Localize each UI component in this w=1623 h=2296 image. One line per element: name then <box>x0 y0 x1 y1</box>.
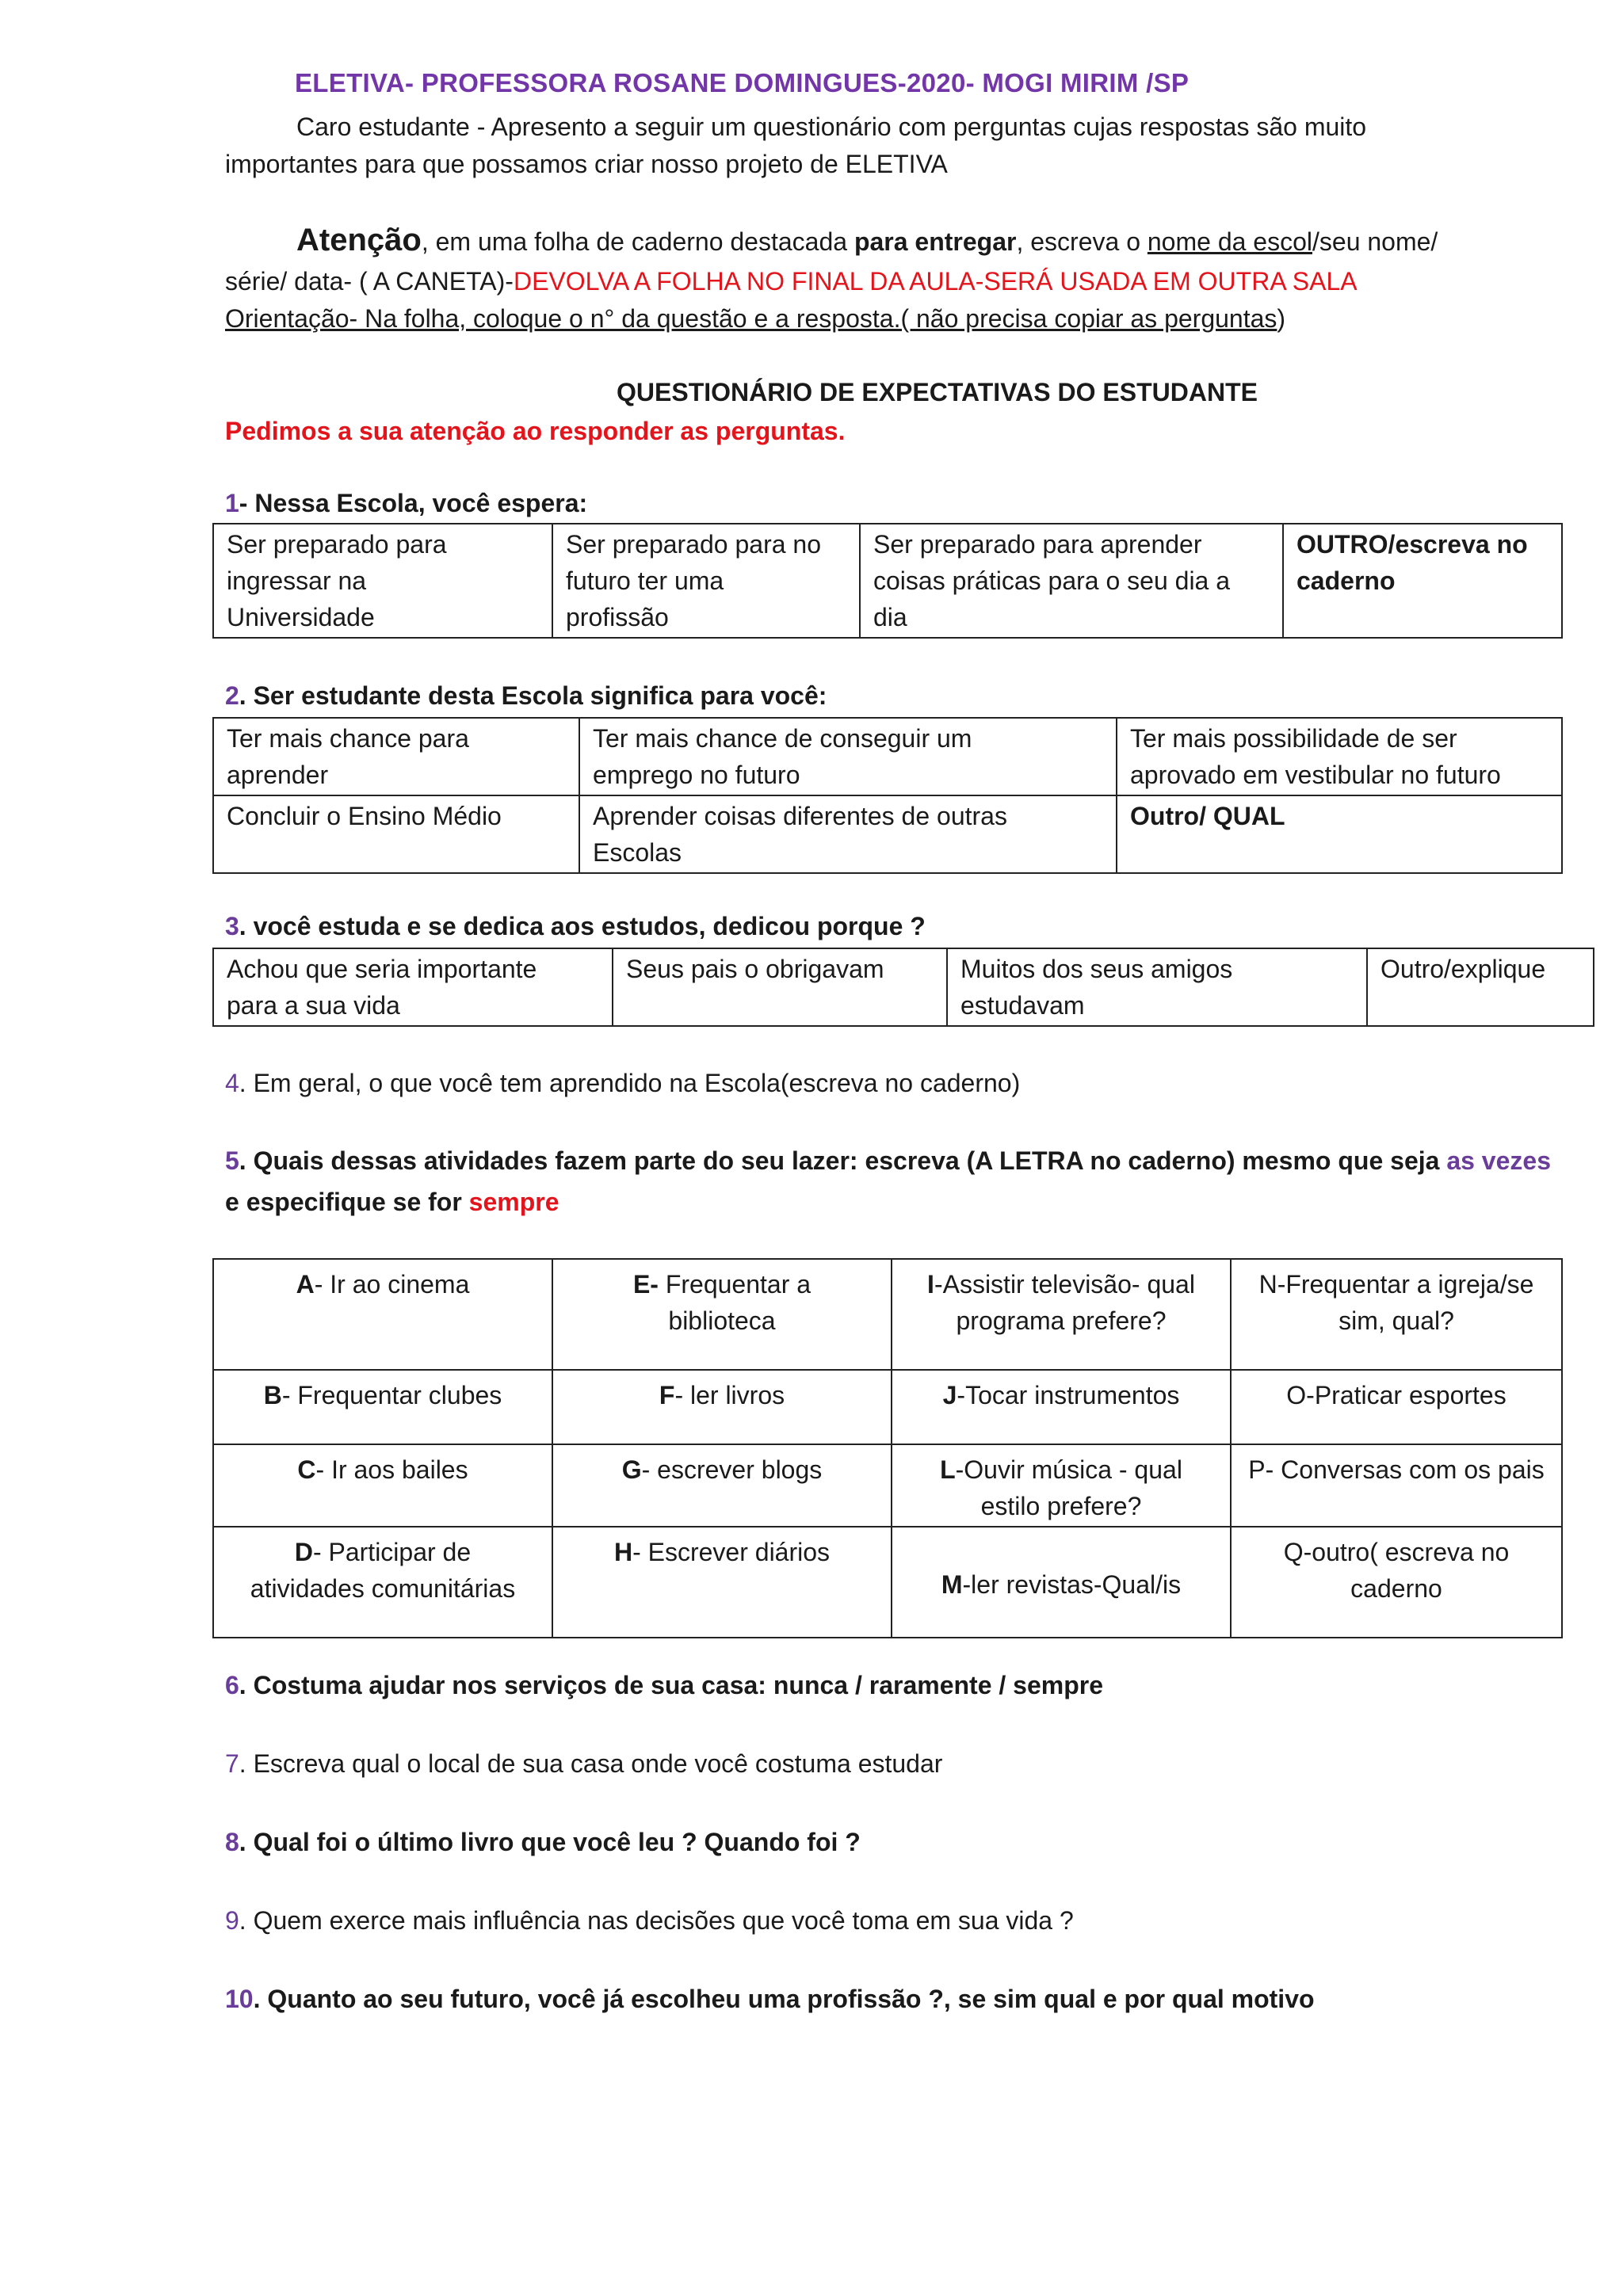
attention-underlined: nome da escol <box>1147 227 1312 256</box>
activity-q: Q-outro( escreva no caderno <box>1231 1527 1562 1638</box>
activity-j: J-Tocar instrumentos <box>892 1370 1231 1444</box>
q3-option-other: Outro/explique <box>1367 948 1594 1026</box>
activity-b: B- Frequentar clubes <box>213 1370 552 1444</box>
activity-e: E- Frequentar a biblioteca <box>552 1259 892 1370</box>
question-4 <box>225 1065 1020 1101</box>
document-title: ELETIVA- PROFESSORA ROSANE DOMINGUES-2020- MOGI MIRIM /SP <box>295 68 1190 97</box>
activity-l: L-Ouvir música - qual estilo prefere? <box>892 1444 1231 1527</box>
question-10 <box>225 1981 1315 2017</box>
orientation-underlined: Orientação- Na folha, coloque o n° da questão e a resposta.( não precisa copiar as perguntas <box>225 304 1277 333</box>
q3-option-2: Seus pais o obrigavam <box>613 948 947 1026</box>
q1-option-1: Ser preparado para ingressar na Universidade <box>213 524 552 638</box>
q1-option-3: Ser preparado para aprender coisas práticas para o seu dia a dia <box>860 524 1283 638</box>
question-8 <box>225 1824 861 1860</box>
attention-line-2-start: série/ data- ( A CANETA)- <box>225 267 514 296</box>
question-5 <box>225 1142 1551 1179</box>
question-text: . Quem exerce mais influência nas decisões que você toma em sua vida ? <box>239 1906 1074 1935</box>
question-text: . Qual foi o último livro que você leu ? Quando foi ? <box>239 1828 861 1856</box>
q1-option-other: OUTRO/escreva no caderno <box>1283 524 1562 638</box>
q3-option-1: Achou que seria importante para a sua vida <box>213 948 613 1026</box>
question-number: 6 <box>225 1671 239 1699</box>
question-text: . Quais dessas atividades fazem parte do seu lazer: escreva (A LETRA no caderno) mesmo que seja <box>239 1146 1447 1175</box>
question-6 <box>225 1667 1103 1703</box>
attention-text-3: /seu nome/ <box>1312 227 1438 256</box>
activity-g: G- escrever blogs <box>552 1444 892 1527</box>
question-number: 10 <box>225 1985 254 2013</box>
question-5-red-text: sempre <box>468 1188 559 1216</box>
attention-word: Atenção <box>296 223 422 257</box>
attention-line-1 <box>296 222 1438 260</box>
section-title: QUESTIONÁRIO DE EXPECTATIVAS DO ESTUDANTE <box>617 378 1258 406</box>
question-7 <box>225 1745 942 1782</box>
activity-p: P- Conversas com os pais <box>1231 1444 1562 1527</box>
activity-f: F- ler livros <box>552 1370 892 1444</box>
q2-option-4: Concluir o Ensino Médio <box>213 795 579 873</box>
intro-line-1: Caro estudante - Apresento a seguir um questionário com perguntas cujas respostas são muito <box>296 113 1367 141</box>
question-number: 5 <box>225 1146 239 1175</box>
attention-line-2 <box>225 263 1358 299</box>
question-9 <box>225 1902 1074 1939</box>
q1-options-table <box>212 523 1563 639</box>
activity-a: A- Ir ao cinema <box>213 1259 552 1370</box>
question-number: 9 <box>225 1906 239 1935</box>
question-5-purple-text: as vezes <box>1446 1146 1551 1175</box>
q3-option-3: Muitos dos seus amigos estudavam <box>947 948 1367 1026</box>
orientation-end: ) <box>1277 304 1286 333</box>
question-text: . Em geral, o que você tem aprendido na Escola(escreva no caderno) <box>239 1069 1021 1097</box>
question-number: 8 <box>225 1828 239 1856</box>
question-text: . Escreva qual o local de sua casa onde você costuma estudar <box>239 1749 943 1778</box>
question-number: 3 <box>225 912 239 940</box>
section-subtitle: Pedimos a sua atenção ao responder as perguntas. <box>225 417 846 445</box>
activity-o: O-Praticar esportes <box>1231 1370 1562 1444</box>
question-text: . Ser estudante desta Escola significa para você: <box>239 681 827 710</box>
activity-i: I-Assistir televisão- qual programa prefere? <box>892 1259 1231 1370</box>
attention-text-2: , escreva o <box>1016 227 1148 256</box>
q2-option-3: Ter mais possibilidade de ser aprovado em vestibular no futuro <box>1117 718 1562 795</box>
question-5-line-2 <box>225 1184 559 1220</box>
activity-d: D- Participar de atividades comunitárias <box>213 1527 552 1638</box>
question-text: - Nessa Escola, você espera: <box>239 489 588 517</box>
question-number: 2 <box>225 681 239 710</box>
question-number: 7 <box>225 1749 239 1778</box>
question-number: 1 <box>225 489 239 517</box>
activity-n: N-Frequentar a igreja/se sim, qual? <box>1231 1259 1562 1370</box>
intro-line-2: importantes para que possamos criar nosso projeto de ELETIVA <box>225 150 948 178</box>
question-1 <box>225 485 587 521</box>
q2-option-other: Outro/ QUAL <box>1117 795 1562 873</box>
question-number: 4 <box>225 1069 239 1097</box>
question-2 <box>225 677 827 714</box>
q2-options-table <box>212 717 1563 874</box>
question-text: . você estuda e se dedica aos estudos, dedicou porque ? <box>239 912 926 940</box>
question-text: . Quanto ao seu futuro, você já escolheu uma profissão ?, se sim qual e por qual motivo <box>253 1985 1315 2013</box>
activity-c: C- Ir aos bailes <box>213 1444 552 1527</box>
q5-activities-table <box>212 1258 1563 1638</box>
question-3 <box>225 908 926 944</box>
orientation-line <box>225 300 1285 337</box>
question-5-line-2-text: e especifique se for <box>225 1188 469 1216</box>
attention-text-1: , em uma folha de caderno destacada <box>421 227 854 256</box>
activity-m: M-ler revistas-Qual/is <box>892 1527 1231 1638</box>
q2-option-1: Ter mais chance para aprender <box>213 718 579 795</box>
question-text: . Costuma ajudar nos serviços de sua casa: nunca / raramente / sempre <box>239 1671 1104 1699</box>
q3-options-table <box>212 948 1594 1027</box>
activity-h: H- Escrever diários <box>552 1527 892 1638</box>
attention-bold: para entregar <box>854 227 1017 256</box>
q2-option-5: Aprender coisas diferentes de outras Escolas <box>579 795 1117 873</box>
attention-line-2-red: DEVOLVA A FOLHA NO FINAL DA AULA-SERÁ USADA EM OUTRA SALA <box>513 267 1358 296</box>
q1-option-2: Ser preparado para no futuro ter uma profissão <box>552 524 860 638</box>
q2-option-2: Ter mais chance de conseguir um emprego no futuro <box>579 718 1117 795</box>
